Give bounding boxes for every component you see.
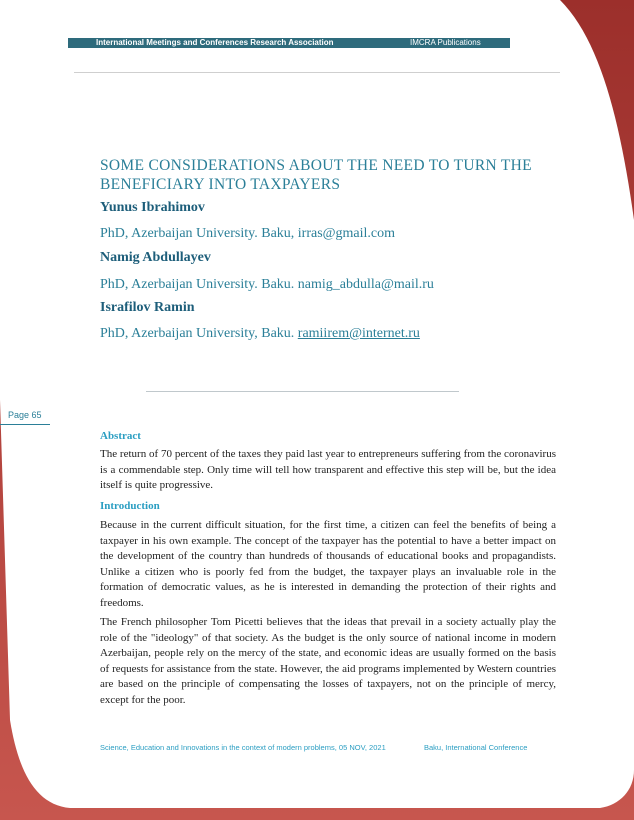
author-divider bbox=[146, 391, 459, 392]
author-1-affiliation: PhD, Azerbaijan University. Baku, irras@gmail.com bbox=[100, 226, 396, 241]
author-2-name: Namig Abdullayev bbox=[100, 250, 211, 265]
page-number-rule bbox=[0, 424, 50, 425]
author-3-email-link[interactable]: ramiirem@internet.ru bbox=[297, 326, 420, 341]
intro-paragraph-1: Because in the current difficult situation, for the first time, a citizen can feel the benefits of being a taxpayer in his own example. The concept of the taxpayer has the potential to have a better impact on the development of the country than hundreds of thousands of educational books and propagandists. Unlike a citizen who is poorly fed from the budget, the taxpayer plays an invaluable role in the formation of democratic values, as he is interested in demanding the protection of their rights and freedoms. bbox=[100, 519, 556, 609]
header-publisher: IMCRA Publications bbox=[410, 38, 481, 47]
intro-paragraph-2: The French philosopher Tom Picetti believes that the ideas that prevail in a society actually play the role of the "ideology" of that society. As the budget is the only source of national income in modern Azerbaijan, people rely on the mercy of the state, and economic ideas are usually formed on the basis of requests for assistance from the state. However, the aid programs implemented by Western countries are based on the principle of compensating the losses of taxpayers, not on the principle of mercy, except for the poor. bbox=[100, 616, 556, 706]
abstract-text: The return of 70 percent of the taxes they paid last year to entrepreneurs suffering from the coronavirus is a commendable step. Only time will tell how transparent and effective this step will be, but the idea itself is quite progressive. bbox=[100, 448, 556, 492]
author-1-name: Yunus Ibrahimov bbox=[100, 200, 205, 215]
paper-title: SOME CONSIDERATIONS ABOUT THE NEED TO TURN THE BENEFICIARY INTO TAXPAYERS bbox=[100, 157, 532, 193]
journal-header-bar bbox=[68, 38, 510, 48]
author-3-name: Israfilov Ramin bbox=[100, 300, 195, 315]
page-number: Page 65 bbox=[8, 410, 42, 420]
introduction-heading: Introduction bbox=[100, 500, 160, 512]
top-divider bbox=[74, 72, 560, 73]
footer-conference: Science, Education and Innovations in the context of modern problems, 05 NOV, 2021 bbox=[100, 743, 386, 752]
author-3-affiliation-text: PhD, Azerbaijan University, Baku. bbox=[100, 326, 298, 341]
author-2-affiliation: PhD, Azerbaijan University. Baku. namig_abdulla@mail.ru bbox=[100, 277, 434, 292]
header-association: International Meetings and Conferences Research Association bbox=[96, 38, 334, 47]
abstract-heading: Abstract bbox=[100, 430, 141, 442]
author-3-affiliation bbox=[100, 326, 420, 342]
footer-location: Baku, International Conference bbox=[424, 743, 528, 752]
